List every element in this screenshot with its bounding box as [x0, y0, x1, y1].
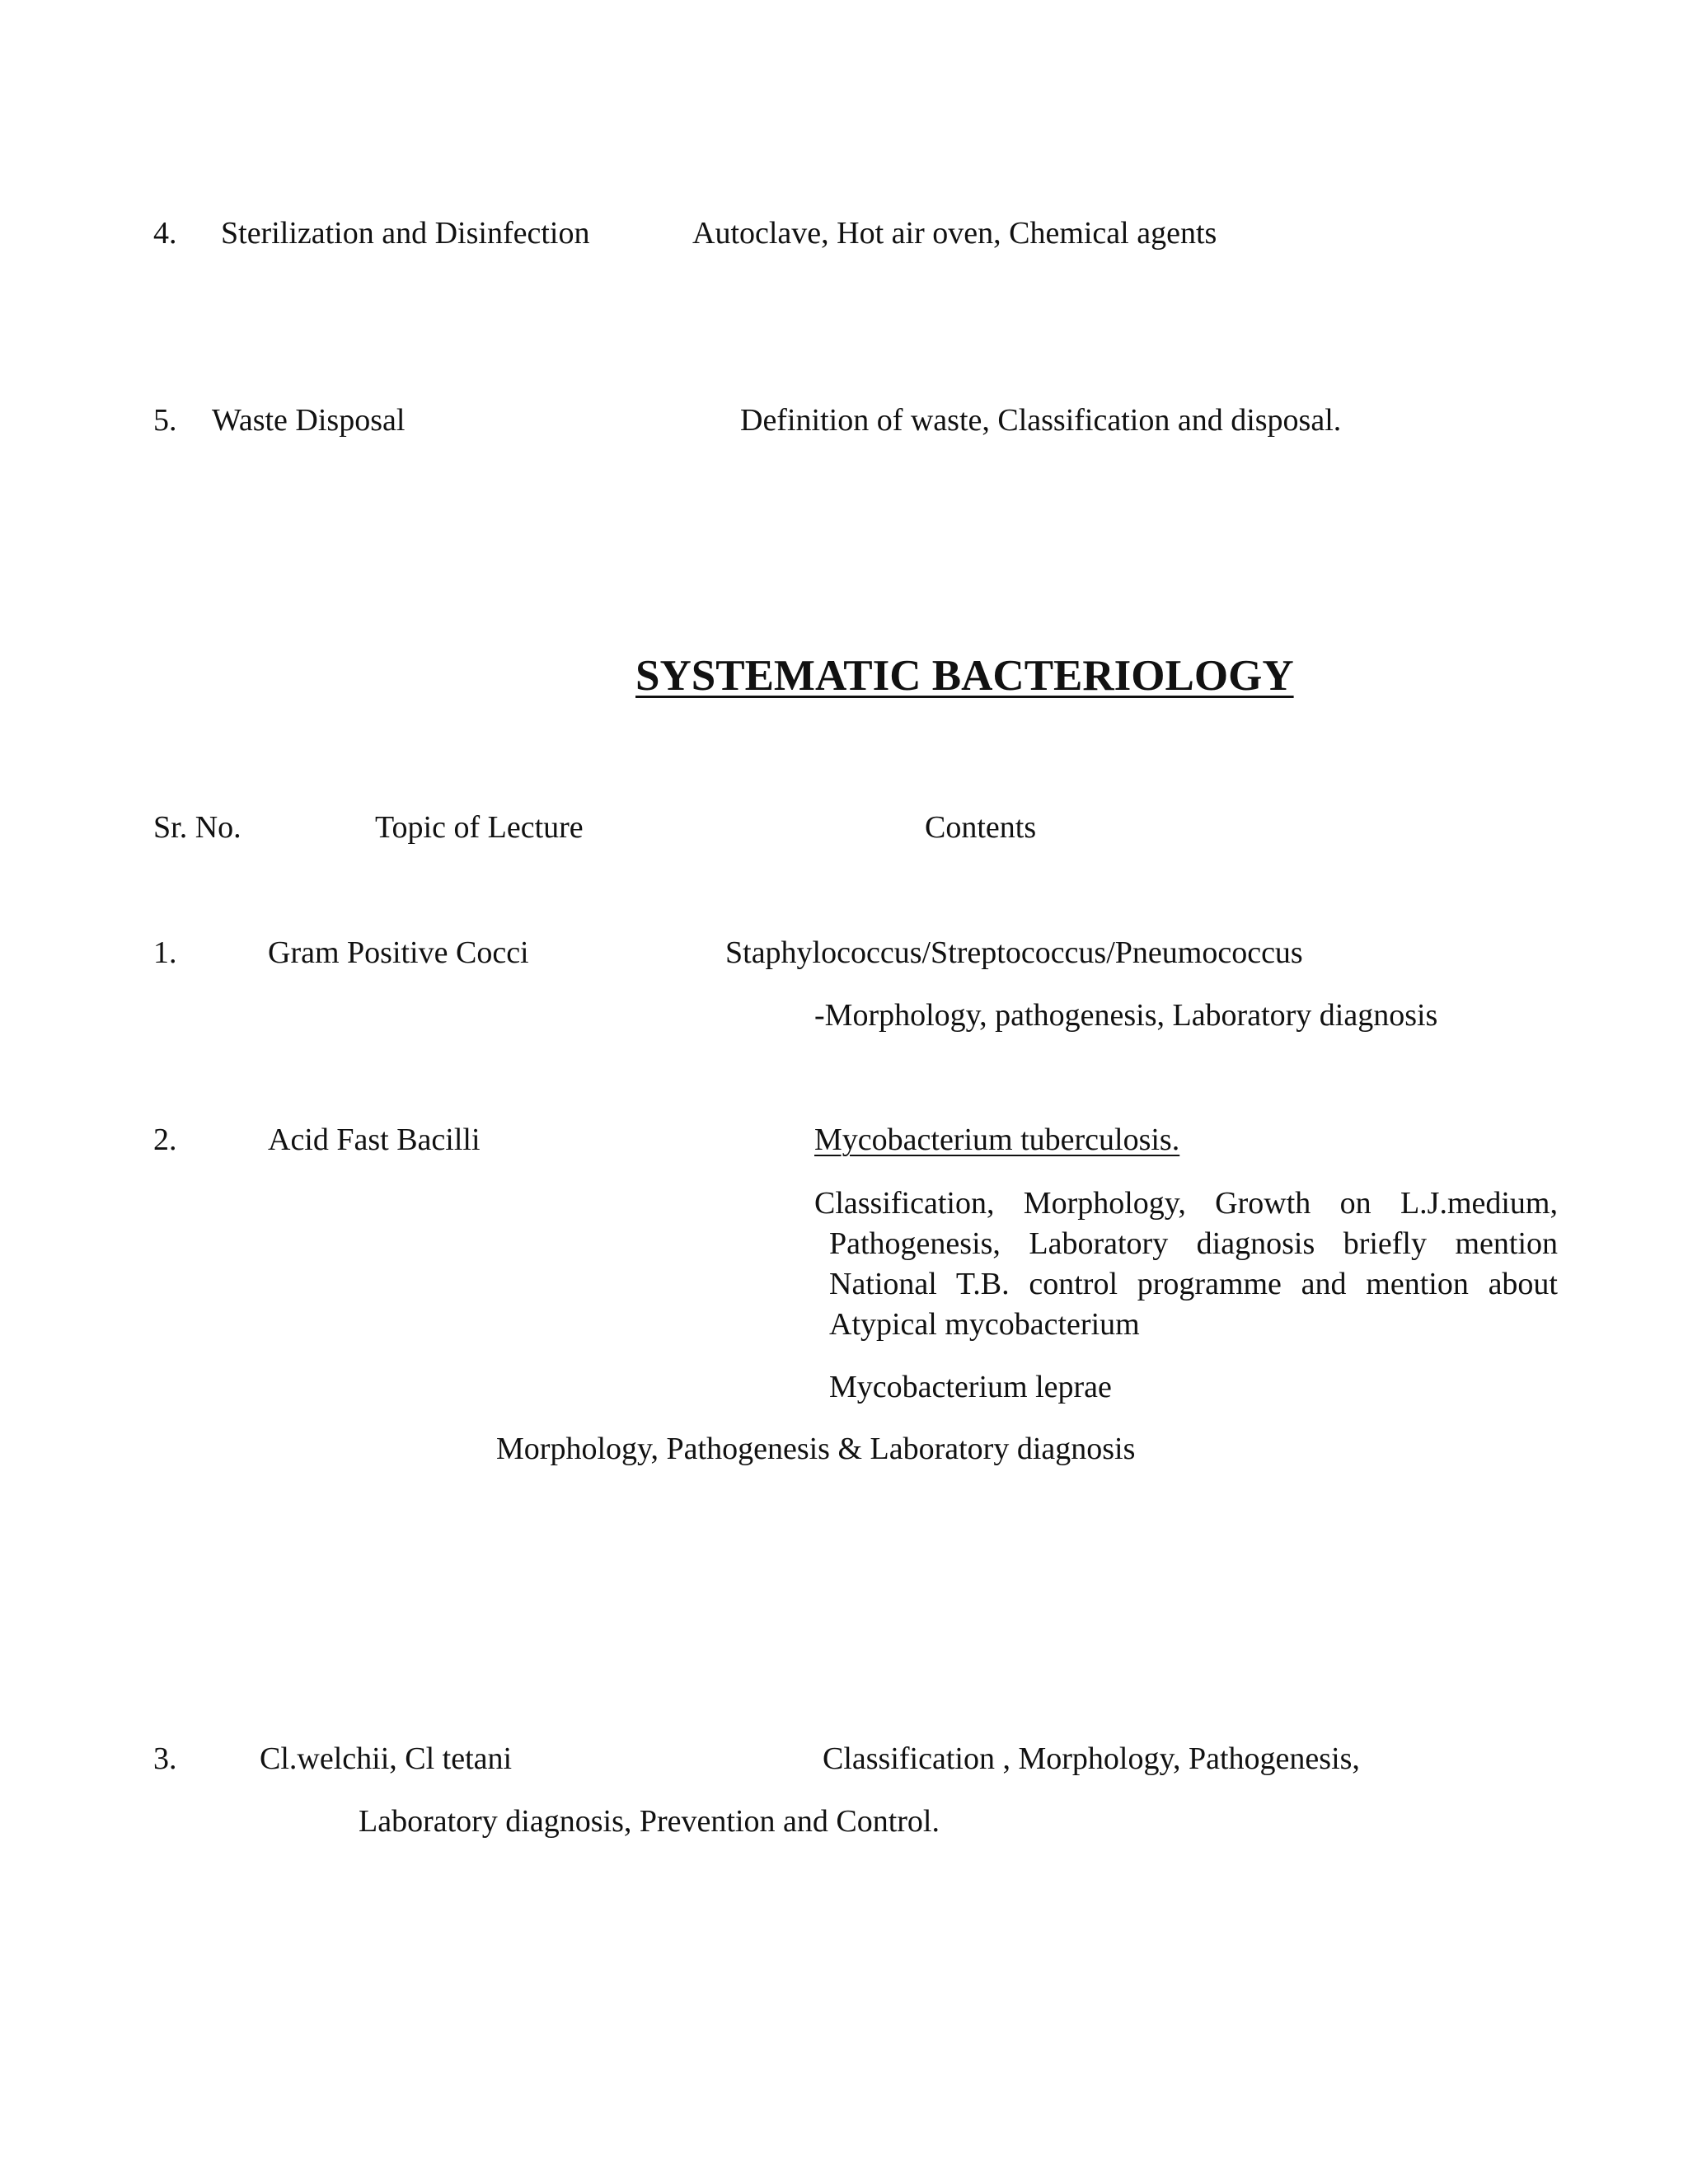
item-3-contents-line2: Laboratory diagnosis, Prevention and Control. [359, 1804, 940, 1839]
item-2-contents-heading: Mycobacterium tuberculosis. [814, 1122, 1180, 1157]
item-1-contents-line1: Staphylococcus/Streptococcus/Pneumococcus [725, 935, 1303, 970]
item-4-number: 4. [153, 216, 177, 251]
header-sr-no: Sr. No. [153, 810, 241, 845]
item-2-topic: Acid Fast Bacilli [268, 1122, 481, 1157]
item-1-number: 1. [153, 935, 177, 970]
header-contents: Contents [925, 810, 1037, 845]
item-3-contents-line1: Classification , Morphology, Pathogenesis, [823, 1741, 1360, 1776]
item-2-contents-line: Classification, Morphology, Growth on L.J.medium, [814, 1186, 1558, 1221]
item-3-number: 3. [153, 1741, 177, 1776]
item-2-contents-paragraph [814, 1183, 1558, 1345]
item-2-sub-contents: Morphology, Pathogenesis & Laboratory diagnosis [496, 1432, 1136, 1466]
item-2-contents-line: Atypical mycobacterium [829, 1307, 1140, 1342]
item-2-contents-line: National T.B. control programme and mention about [829, 1267, 1558, 1301]
item-3-topic: Cl.welchii, Cl tetani [260, 1741, 513, 1776]
item-5-topic: Waste Disposal [212, 403, 406, 438]
item-2-subheading: Mycobacterium leprae [829, 1370, 1112, 1404]
section-title: SYSTEMATIC BACTERIOLOGY [635, 652, 1294, 700]
item-5-contents: Definition of waste, Classification and disposal. [740, 403, 1342, 438]
item-5-number: 5. [153, 403, 177, 438]
item-4-contents: Autoclave, Hot air oven, Chemical agents [692, 216, 1217, 251]
item-2-contents-line: Pathogenesis, Laboratory diagnosis briefly mention [829, 1226, 1558, 1261]
item-2-number: 2. [153, 1122, 177, 1157]
item-1-contents-line2: -Morphology, pathogenesis, Laboratory diagnosis [814, 998, 1438, 1033]
item-4-topic: Sterilization and Disinfection [221, 216, 590, 251]
header-topic: Topic of Lecture [375, 810, 584, 845]
item-1-topic: Gram Positive Cocci [268, 935, 529, 970]
